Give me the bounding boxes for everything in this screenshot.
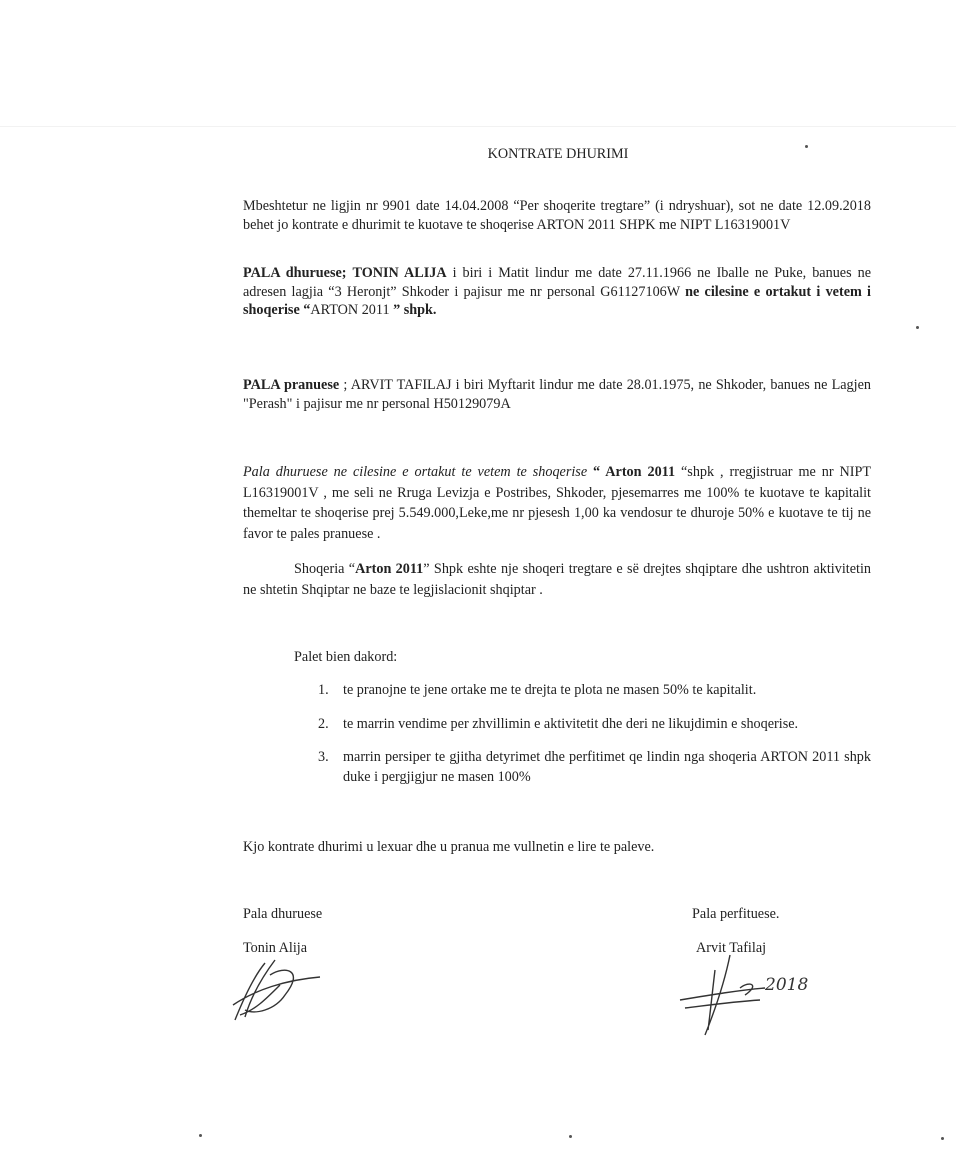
recipient-label: PALA pranuese	[243, 377, 340, 393]
item-text: te marrin vendime per zhvillimin e aktivitetit dhe deri ne likujdimin e shoqerise.	[343, 715, 799, 732]
donor-paragraph	[243, 264, 871, 320]
list-item	[318, 748, 871, 787]
item-number: 2.	[318, 715, 329, 732]
company-pre: Shoqeria “	[294, 561, 356, 577]
left-handwritten-signature	[225, 955, 335, 1025]
right-signature-name: Arvit Tafilaj	[696, 940, 767, 956]
item-text: te pranojne te jene ortake me te drejta te plota ne masen 50% te kapitalit.	[343, 682, 757, 698]
item-number: 3.	[318, 749, 329, 765]
donor-role: ne cilesine e ortakut i vetem i shoqerise “	[243, 283, 871, 319]
item-text: marrin persiper te gjitha detyrimet dhe perfitimet qe lindin nga shoqeria ARTON 2011 shpk duke i pergjigjur ne masen 100%	[343, 749, 871, 785]
scan-speck	[805, 145, 808, 148]
list-item	[318, 681, 871, 701]
scan-speck	[199, 1134, 202, 1137]
handwritten-year: 2018	[765, 975, 809, 995]
scan-edge	[0, 126, 956, 127]
recipient-paragraph	[243, 376, 871, 413]
right-handwritten-signature	[670, 950, 820, 1040]
donor-label: PALA dhuruese;	[243, 265, 347, 281]
donor-company: ARTON 2011	[310, 302, 394, 319]
left-signature-name: Tonin Alija	[243, 940, 308, 956]
company-name: Arton 2011	[355, 561, 424, 577]
recipient-details: ; ARVIT TAFILAJ i biri Myftarit lindur me date 28.01.1975, ne Shkoder, banues ne Lagjen "Perash" i pajisur me nr personal H50129079A	[243, 377, 871, 412]
donor-role-end: ” shpk.	[393, 302, 437, 319]
intro-paragraph: Mbeshtetur ne ligjin nr 9901 date 14.04.2008 “Per shoqerite tregtare” (i ndryshuar), sot ne date 12.09.2018 behet jo kontrate e dhurimit te kuotave te shoqerise ARTON 2011 SHPK me NIPT L16319001V	[243, 198, 871, 233]
donation-italic: Pala dhuruese ne cilesine e ortakut te vetem te shoqerise	[243, 464, 588, 480]
company-paragraph	[243, 559, 871, 600]
agreement-list	[318, 681, 871, 787]
scan-speck	[941, 1137, 944, 1140]
list-item	[318, 715, 871, 735]
scan-speck	[916, 326, 919, 329]
document-title: KONTRATE DHURIMI	[487, 146, 629, 162]
donation-text: “shpk , rregjistruar me nr NIPT L16319001V , me seli ne Rruga Levizja e Postribes, Shkoder, pjesemarres me 100% te kuotave te kapitalit themeltar te shoqerise prej 5.549.000,Leke,me nr pjesesh 1,00 ka vendosur te dhuroje 50% e kuotave te tij ne favor te pales pranuese .	[243, 464, 871, 542]
left-signature-label: Pala dhuruese	[243, 906, 323, 922]
donor-details: i biri i Matit lindur me date 27.11.1966 ne Iballe ne Puke, banues ne adresen lagjia “3 Heronjt” Shkoder i pajisur me nr personal G61127106W	[243, 265, 872, 300]
donor-name: TONIN ALIJA	[352, 265, 447, 281]
donation-paragraph	[243, 462, 871, 544]
scan-speck	[569, 1135, 572, 1138]
donation-company: “ Arton 2011	[587, 464, 681, 480]
company-text: ” Shpk eshte nje shoqeri tregtare e së drejtes shqiptare dhe ushtron aktivitetin ne shtetin Shqiptar ne baze te legjislacionit shqiptar .	[243, 561, 872, 598]
item-number: 1.	[318, 682, 329, 698]
agreement-intro: Palet bien dakord:	[294, 649, 398, 665]
closing-statement: Kjo kontrate dhurimi u lexuar dhe u pranua me vullnetin e lire te paleve.	[243, 839, 655, 855]
right-signature-label: Pala perfituese.	[692, 906, 780, 922]
